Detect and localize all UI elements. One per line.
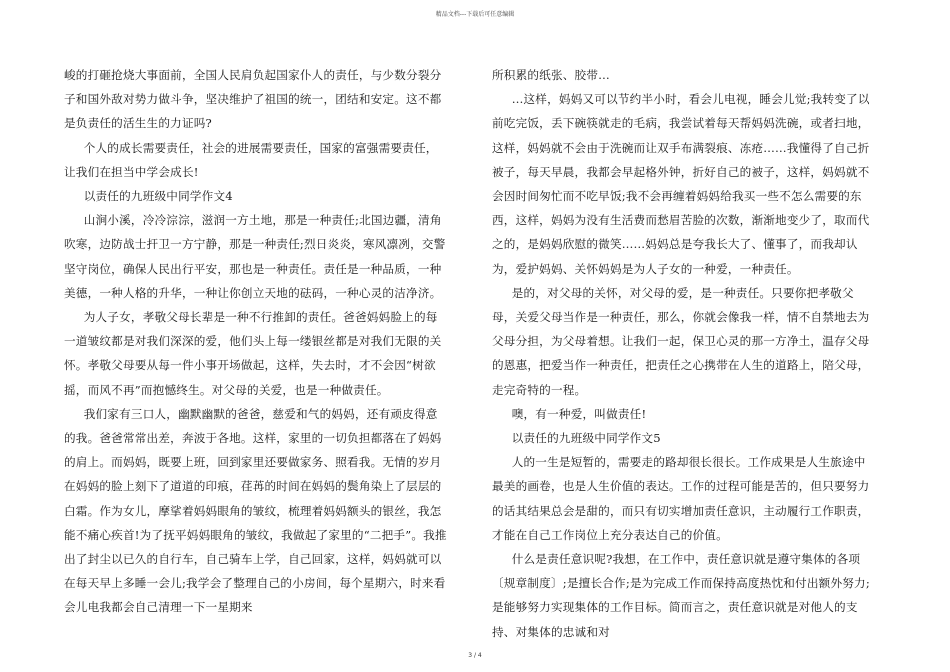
paragraph: 人的一生是短暂的，需要走的路却很长很长。工作成果是人生旅途中最美的画卷，也是人生价值的表达。工作的过程可能是苦的，但只要努力的话其结果总会是甜的，而只有切实增加责任意识，主动履行工作职责，才能在自己工作岗位上充分表达自己的价值。 bbox=[492, 455, 870, 542]
paragraph: 山涧小溪，冷冷淙淙，滋润一方土地，那是一种责任;北国边疆，清角吹寒，边防战士扞卫一方宁静，那是一种责任;烈日炎炎，寒风凛冽，交警坚守岗位，确保人民出行平安，那也是一种责任。责任是一种品质，一种美德，一种人格的升华，一种让你创立天地的砝码，一种心灵的洁净济。 bbox=[64, 213, 446, 300]
left-text-column bbox=[64, 63, 448, 620]
right-text-column bbox=[492, 63, 876, 644]
paragraph: …这样，妈妈又可以节约半小时，看会儿电视，睡会儿觉;我转变了以前吃完饭，丢下碗筷就走的毛病，我尝试着每天帮妈妈洗碗，或者扫地，这样，妈妈就不会由于洗碗而让双手布满裂痕、冻疮……我懂得了自己折被子，每天早晨，我都会早起格外钟，折好自己的被子，这样，妈妈就不会因时间匆忙而不吃早饭;我不会再缠着妈妈给我买一些不怎么需要的东西，这样，妈妈为没有生活费而愁眉苦脸的次数，渐渐地变少了，取而代之的，是妈妈欣慰的微笑……妈妈总是夸我长大了、懂事了，而我却认为，爱护妈妈、关怀妈妈是为人子女的一种爱，一种责任。 bbox=[492, 92, 870, 276]
paragraph: 所积累的纸张、胶带… bbox=[492, 68, 610, 82]
paragraph: 噢，有一种爱，叫做责任! bbox=[511, 406, 647, 421]
section-heading: 以责任的九班级中同学作文4 bbox=[83, 189, 233, 204]
section-heading: 以责任的九班级中同学作文5 bbox=[511, 431, 661, 446]
paragraph: 个人的成长需要责任，社会的进展需要责任，国家的富强需要责任，让我们在担当中学会成长! bbox=[64, 140, 438, 179]
paragraph: 峻的打砸抢烧大事面前，全国人民肩负起国家仆人的责任，与少数分裂分子和国外敌对势力做斗争，坚决维护了祖国的统一，团结和安定。这不都是负责任的活生生的力证吗? bbox=[64, 68, 442, 131]
paragraph: 为人子女，孝敬父母长辈是一种不行推卸的责任。爸爸妈妈脸上的每一道皱纹都是对我们深深的爱，他们头上每一缕银丝都是对我们无限的关怀。孝敬父母要从每一件小事开场做起，这样，失去时，才不会因“树欲摇，而风不再”而抱憾终生。对父母的关爱，也是一种做责任。 bbox=[64, 310, 442, 397]
page-number: 3 / 4 bbox=[468, 652, 482, 659]
page-header: 精品文档---下载后可任意编辑 bbox=[435, 11, 515, 18]
paragraph: 是的，对父母的关怀，对父母的爱，是一种责任。只要你把孝敬父母，关爱父母当作是一种责任，那么，你就会像我一样，情不自禁地去为父母分担，为父母着想。让我们一起，保卫心灵的那一方净土，温存父母的恩惠，把爱当作一种责任，把责任之心携带在人生的道路上，陪父母，走完奇特的一程。 bbox=[492, 285, 870, 397]
paragraph: 什么是责任意识呢?我想，在工作中，责任意识就是遵守集体的各项〔规章制度〕;是擅长合作;是为完成工作而保持高度热忱和付出额外努力;是能够努力实现集体的工作目标。简而言之，责任意识就是对他人的支持、对集体的忠诚和对 bbox=[492, 552, 870, 639]
paragraph: 我们家有三口人，幽默幽默的爸爸，慈爱和气的妈妈，还有顽皮得意的我。爸爸常常出差，奔波于各地。这样，家里的一切负担都落在了妈妈的肩上。而妈妈，既要上班，回到家里还要做家务、照看我。无情的岁月在妈妈的脸上刻下了道道的印痕，荏苒的时间在妈妈的鬓角染上了层层的白霜。作为女儿，摩挲着妈妈眼角的皱纹，梳理着妈妈额头的银丝，我怎能不痛心疾首!为了抚平妈妈眼角的皱纹，我做起了家里的“二把手”。我推出了封尘以已久的自行车，自己骑车上学，自己回家，这样，妈妈就可以在每天早上多睡一会儿;我学会了整理自己的小房间，每个星期六，时来看会儿电我都会自己清理一下一星期来 bbox=[64, 406, 447, 615]
